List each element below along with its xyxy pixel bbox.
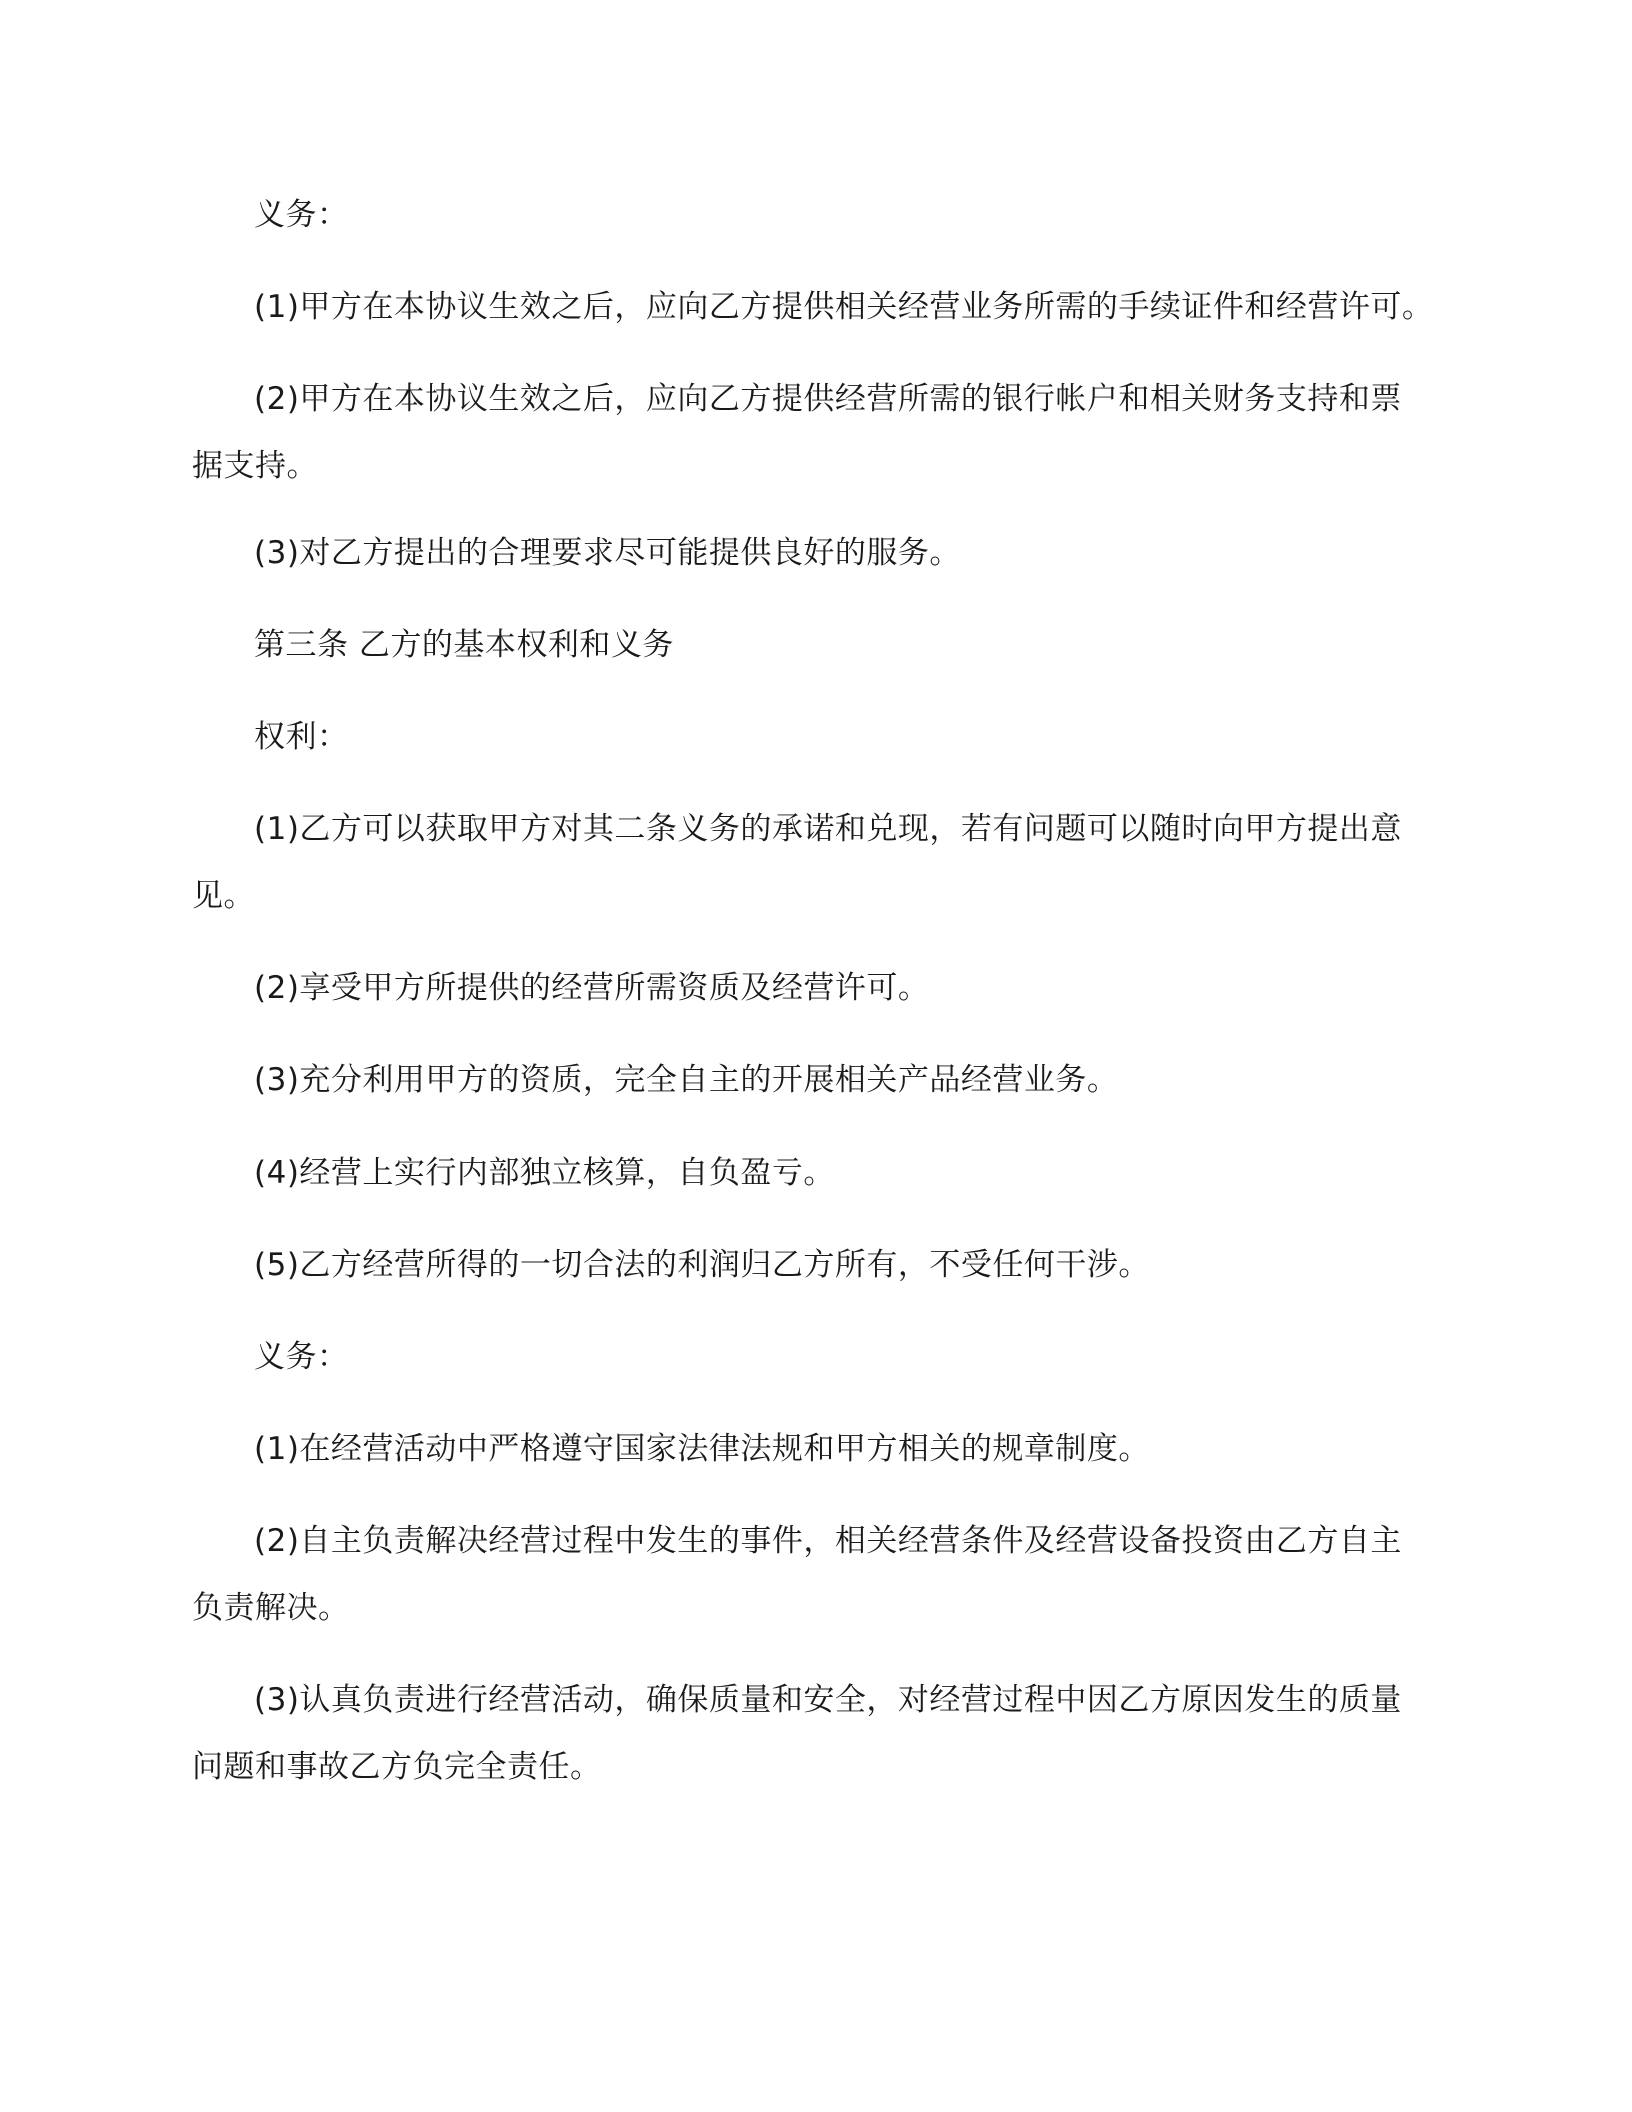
paragraph-a-obligation-1 [192, 274, 1437, 341]
paragraph-line: (4)经营上实行内部独立核算，自负盈亏。 [254, 1155, 835, 1191]
paragraph-b-right-4 [192, 1140, 1437, 1207]
paragraph-b-obligation-2 [192, 1508, 1437, 1642]
paragraph-line: (2)甲方在本协议生效之后，应向乙方提供经营所需的银行帐户和相关财务支持和票 [254, 381, 1402, 417]
paragraph-line: (3)充分利用甲方的资质，完全自主的开展相关产品经营业务。 [254, 1062, 1119, 1098]
paragraph-b-right-5 [192, 1232, 1437, 1299]
paragraph-line: 问题和事故乙方负完全责任。 [192, 1749, 602, 1785]
paragraph-line: (3)认真负责进行经营活动，确保质量和安全，对经营过程中因乙方原因发生的质量 [254, 1682, 1402, 1718]
paragraph-b-obligation-3 [192, 1667, 1437, 1801]
paragraph-line: (1)在经营活动中严格遵守国家法律法规和甲方相关的规章制度。 [254, 1431, 1150, 1467]
paragraph-b-right-2 [192, 955, 1437, 1022]
paragraph-line: 见。 [192, 878, 255, 914]
paragraph-line: (2)享受甲方所提供的经营所需资质及经营许可。 [254, 970, 930, 1006]
paragraph-b-right-3 [192, 1047, 1437, 1114]
paragraph-a-obligation-2 [192, 366, 1437, 500]
paragraph-line: 第三条 乙方的基本权利和义务 [254, 627, 674, 663]
paragraph-a-obligation-3 [192, 520, 1437, 587]
article-3-heading [192, 612, 1437, 679]
paragraph-line: (1)甲方在本协议生效之后，应向乙方提供相关经营业务所需的手续证件和经营许可。 [254, 289, 1434, 325]
paragraph-line: (1)乙方可以获取甲方对其二条义务的承诺和兑现，若有问题可以随时向甲方提出意 [254, 811, 1402, 847]
heading-obligations-party-a [192, 182, 1437, 249]
heading-obligations-party-b [192, 1324, 1437, 1391]
heading-rights-party-b [192, 704, 1437, 771]
paragraph-line: 权利： [254, 719, 349, 755]
paragraph-line: 义务： [254, 1339, 349, 1375]
paragraph-line: (2)自主负责解决经营过程中发生的事件，相关经营条件及经营设备投资由乙方自主 [254, 1523, 1402, 1559]
paragraph-line: (3)对乙方提出的合理要求尽可能提供良好的服务。 [254, 535, 961, 571]
paragraph-b-right-1 [192, 796, 1437, 930]
paragraph-line: (5)乙方经营所得的一切合法的利润归乙方所有，不受任何干涉。 [254, 1247, 1150, 1283]
paragraph-line: 负责解决。 [192, 1590, 350, 1626]
paragraph-b-obligation-1 [192, 1416, 1437, 1483]
paragraph-line: 义务： [254, 197, 349, 233]
paragraph-line: 据支持。 [192, 448, 318, 484]
